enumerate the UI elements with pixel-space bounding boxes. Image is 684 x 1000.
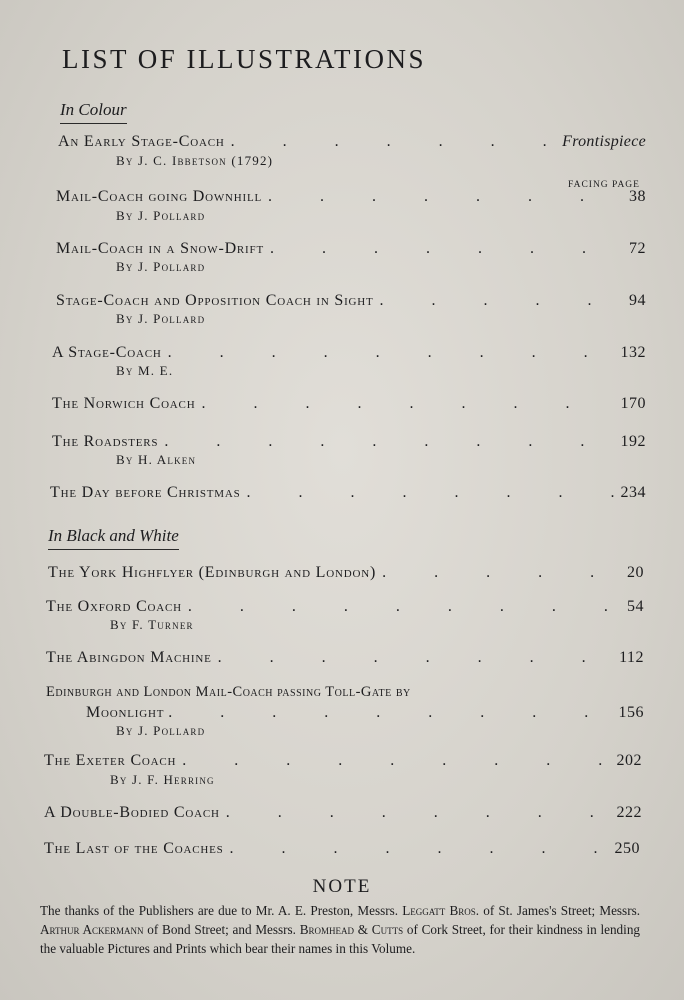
dot-leader xyxy=(201,395,614,413)
entry-page: 156 xyxy=(618,704,644,721)
entry-title: Mail-Coach in a Snow-Drift xyxy=(56,240,264,257)
dot-leader xyxy=(188,598,621,616)
entry-title: The Day before Christmas xyxy=(50,484,241,501)
entry-title-continued: Moonlight xyxy=(86,704,165,721)
facing-page-label: FACING PAGE xyxy=(568,180,640,190)
entry-artist: By J. Pollard xyxy=(116,208,206,223)
entry-title: The Norwich Coach xyxy=(52,395,196,412)
illustration-entry xyxy=(44,840,640,858)
illustration-entry xyxy=(48,564,644,582)
illustration-entry xyxy=(56,292,646,310)
dot-leader xyxy=(380,292,623,310)
illustration-entry-line-2 xyxy=(86,704,644,722)
entry-page: 192 xyxy=(620,433,646,450)
entry-page: 72 xyxy=(629,240,646,257)
entry-page: 132 xyxy=(620,344,646,361)
entry-title: Mail-Coach going Downhill xyxy=(56,188,263,205)
entry-artist: By H. Alken xyxy=(116,452,197,467)
entry-title: The Abingdon Machine xyxy=(46,649,212,666)
note-name: Arthur Ackermann xyxy=(40,922,144,937)
entry-page: 234 xyxy=(620,484,646,501)
illustration-entry xyxy=(52,395,646,413)
entry-artist: By F. Turner xyxy=(110,617,194,632)
illustration-entry xyxy=(46,598,644,616)
illustration-entry xyxy=(58,133,646,151)
illustration-entry xyxy=(56,240,646,258)
entry-title: The York Highflyer (Edinburgh and London) xyxy=(48,564,377,581)
dot-leader xyxy=(231,133,556,151)
entry-artist: By J. F. Herring xyxy=(110,772,215,787)
dot-leader xyxy=(182,752,610,770)
dot-leader xyxy=(168,344,615,362)
entry-artist: By J. Pollard xyxy=(116,723,206,738)
entry-page: 38 xyxy=(629,188,646,205)
entry-artist: By J. Pollard xyxy=(116,259,206,274)
entry-title: An Early Stage-Coach xyxy=(58,133,225,150)
entry-page: Frontispiece xyxy=(562,133,646,150)
entry-title: A Stage-Coach xyxy=(52,344,162,361)
section-heading-colour: In Colour xyxy=(60,100,127,124)
dot-leader xyxy=(270,240,623,258)
illustration-entry xyxy=(44,752,642,770)
section-heading-black-white: In Black and White xyxy=(48,526,179,550)
dot-leader xyxy=(382,564,621,582)
entry-title: The Oxford Coach xyxy=(46,598,182,615)
illustration-entry xyxy=(56,188,646,206)
note-text: of St. James's Street; Messrs. xyxy=(483,903,641,918)
dot-leader xyxy=(268,188,623,206)
entry-artist: By J. C. Ibbetson (1792) xyxy=(116,153,274,168)
illustration-entry xyxy=(44,804,642,822)
illustration-entry xyxy=(46,649,644,667)
note-heading: NOTE xyxy=(312,876,372,897)
entry-artist: By J. Pollard xyxy=(116,311,206,326)
dot-leader xyxy=(168,704,612,722)
note-name: Bromhead & Cutts xyxy=(299,922,404,937)
note-text: of Cork Street, for their kindness in lending the valuable Pictures and Prints which bear their names in this Volume. xyxy=(40,922,641,956)
note-text: The thanks of the Publishers are due to Mr. A. E. Preston, Messrs. xyxy=(40,903,399,918)
dot-leader xyxy=(226,804,611,822)
illustration-entry-line-1 xyxy=(46,684,646,701)
illustration-entry xyxy=(50,484,646,502)
entry-title: Stage-Coach and Opposition Coach in Sight xyxy=(56,292,374,309)
note-text: of Bond Street; and Messrs. xyxy=(147,922,296,937)
entry-page: 170 xyxy=(620,395,646,412)
entry-page: 20 xyxy=(627,564,644,581)
entry-title: A Double-Bodied Coach xyxy=(44,804,220,821)
entry-page: 54 xyxy=(627,598,644,615)
entry-title: The Roadsters xyxy=(52,433,159,450)
entry-page: 202 xyxy=(616,752,642,769)
entry-artist: By M. E. xyxy=(116,363,174,378)
entry-page: 250 xyxy=(614,840,640,857)
illustration-entry xyxy=(52,433,646,451)
entry-page: 94 xyxy=(629,292,646,309)
dot-leader xyxy=(164,433,614,451)
note-name: Leggatt Bros. xyxy=(402,903,480,918)
page-title: LIST OF ILLUSTRATIONS xyxy=(62,44,427,74)
entry-page: 112 xyxy=(619,649,644,666)
dot-leader xyxy=(247,484,615,502)
entry-title: The Last of the Coaches xyxy=(44,840,224,857)
dot-leader xyxy=(230,840,609,858)
entry-page: 222 xyxy=(616,804,642,821)
note-paragraph xyxy=(40,901,640,958)
dot-leader xyxy=(218,649,613,667)
entry-title: Edinburgh and London Mail-Coach passing Toll-Gate by xyxy=(46,684,411,700)
illustration-entry xyxy=(52,344,646,362)
entry-title: The Exeter Coach xyxy=(44,752,177,769)
